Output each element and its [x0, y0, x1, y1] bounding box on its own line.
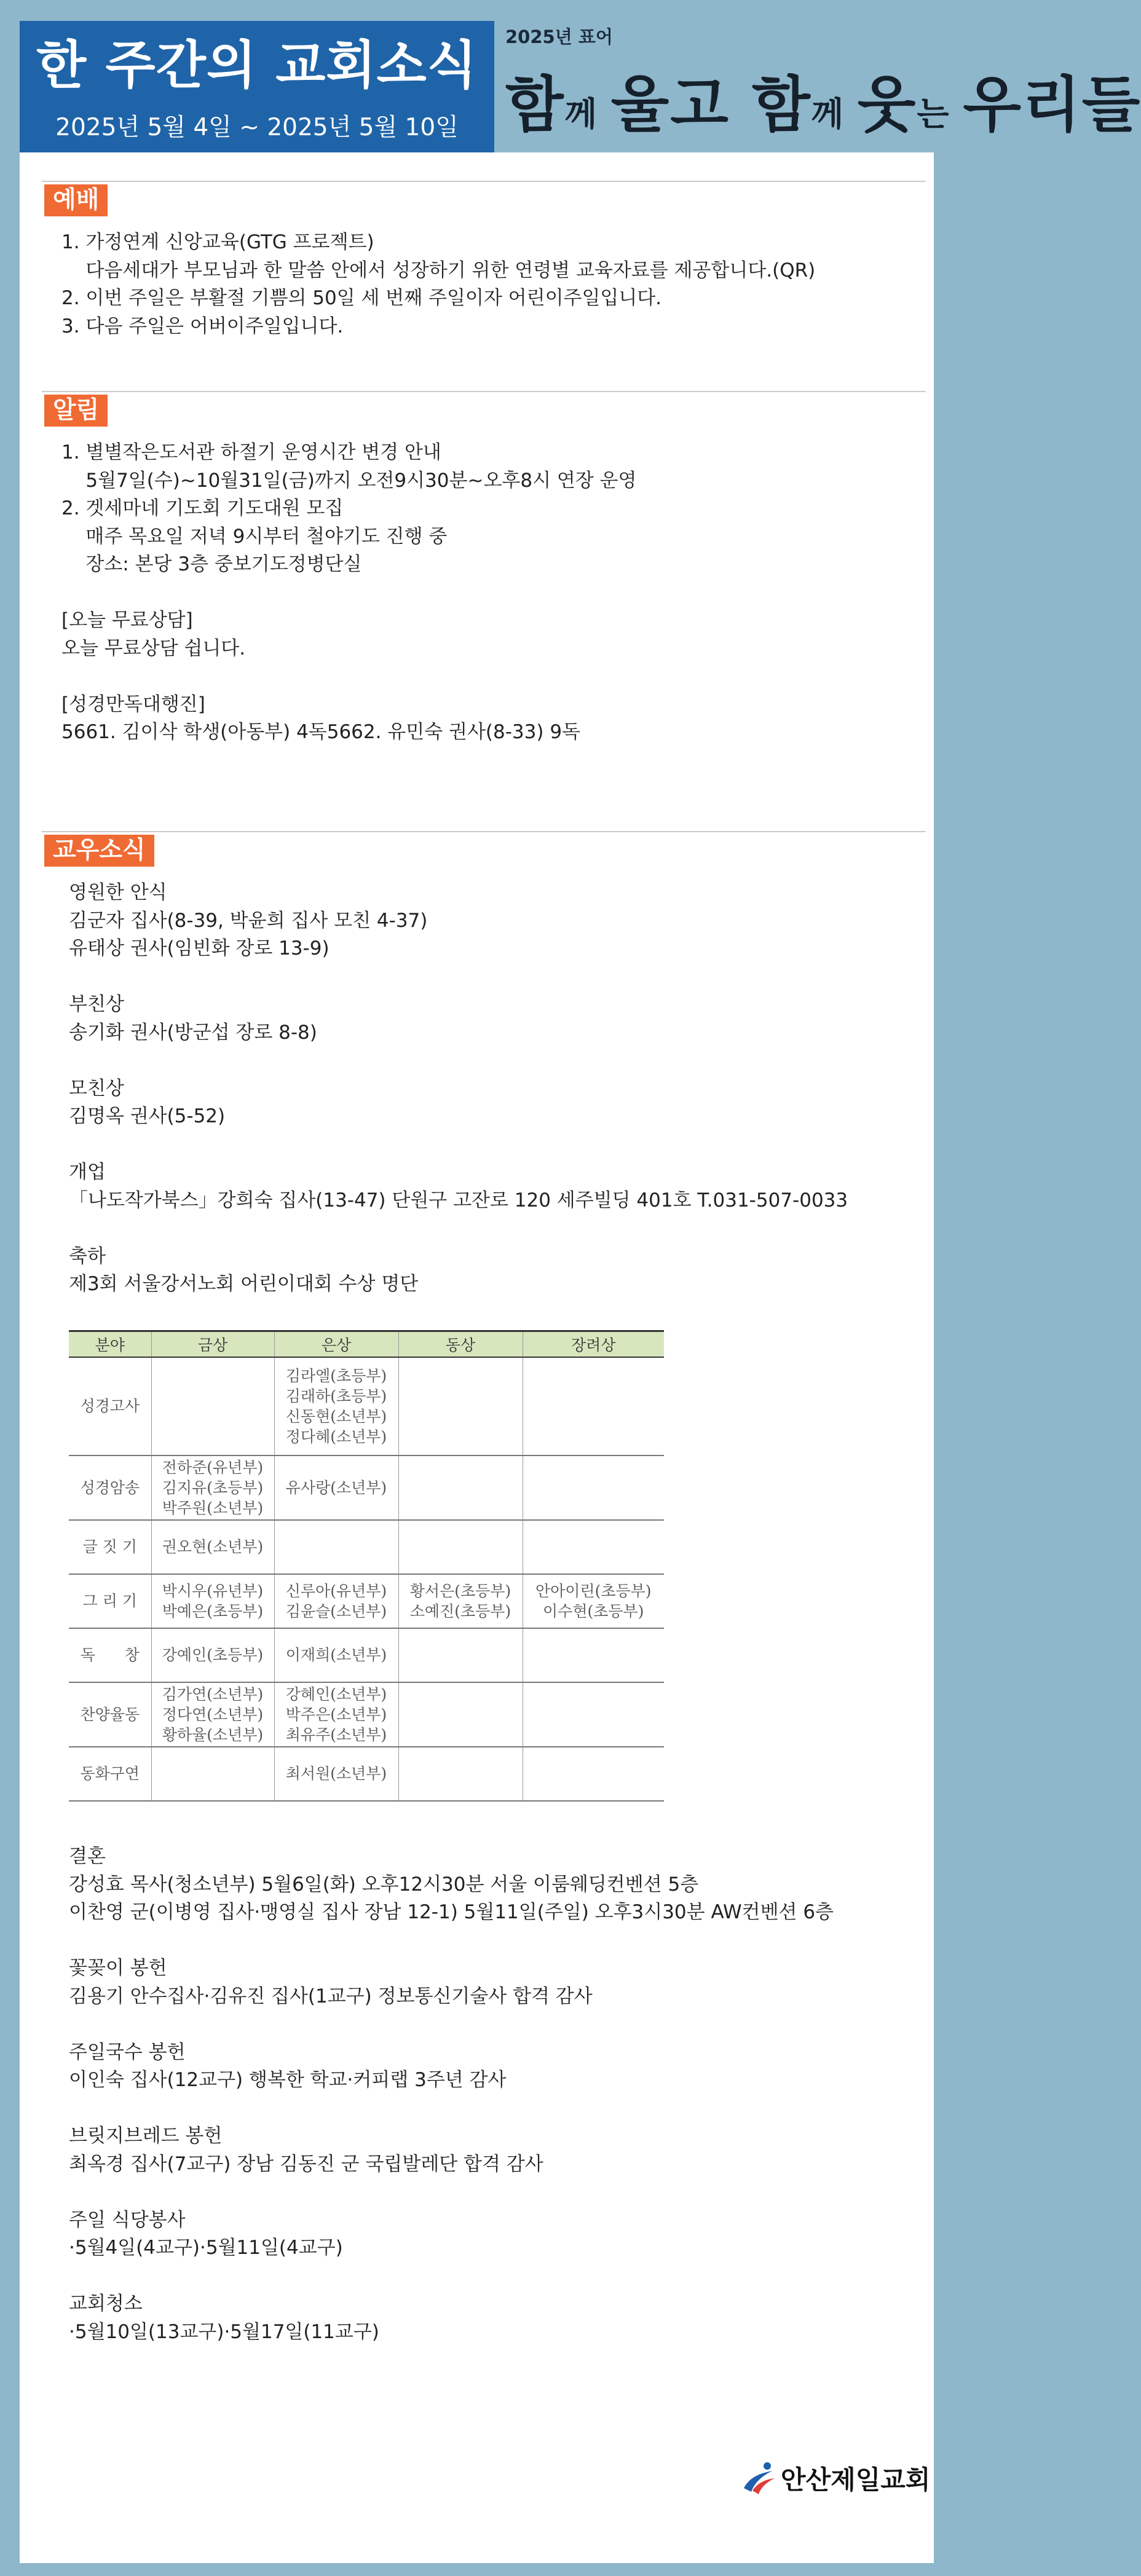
date-range: 2025년 5월 4일 ~ 2025년 5월 10일	[55, 114, 459, 141]
slogan-part: 께	[564, 94, 611, 133]
table-cell	[398, 1628, 523, 1682]
table-cell: 황서은(초등부) 소예진(초등부)	[398, 1574, 523, 1628]
content-panel	[20, 152, 934, 2563]
awards-table	[69, 1330, 664, 1802]
table-cell	[523, 1520, 664, 1574]
table-cell: 동화구연	[69, 1747, 151, 1801]
section-divider	[42, 181, 926, 182]
table-cell: 신루아(유년부) 김윤슬(소년부)	[274, 1574, 398, 1628]
notice-text: 1. 별별작은도서관 하절기 운영시간 변경 안내 5월7일(수)~10월31일(금)까지 오전9시30분~오후8시 연장 운영 2. 겟세마네 기도회 기도대원 모집 매주 목요일 저녁 9시부터 철야기도 진행 중 장소: 본당 3층 중보기도정병단실 [오늘 무료상담] 오늘 무료상담 쉽니다. [성경만독대행진] 5661. 김이삭 학생(아동부) 4독5662. 유민숙 권사(8-33) 9독	[61, 441, 637, 743]
table-header: 금상	[151, 1331, 274, 1357]
table-cell	[523, 1628, 664, 1682]
table-cell: 성경암송	[69, 1455, 151, 1520]
church-logo-icon	[740, 2460, 777, 2497]
members-text-bottom: 결혼 강성효 목사(청소년부) 5월6일(화) 오후12시30분 서울 이룸웨딩컨벤션 5층 이찬영 군(이병영 집사·맹영실 집사 장남 12-1) 5월11일(주일) 오후3시30분 AW컨벤션 6층 꽃꽂이 봉헌 김용기 안수집사·김유진 집사(1교구) 정보통신기술사 합격 감사 주일국수 봉헌 이인숙 집사(12교구) 행복한 학교·커피랩 3주년 감사 브릿지브레드 봉헌 최옥경 집사(7교구) 장남 김동진 군 국립발레단 합격 감사 주일 식당봉사 ·5월4일(4교구)·5월11일(4교구) 교회청소 ·5월10일(13교구)·5월17일(11교구)	[69, 1845, 834, 2343]
table-cell	[398, 1455, 523, 1520]
table-cell	[151, 1747, 274, 1801]
table-cell: 성경고사	[69, 1357, 151, 1455]
table-cell: 강예인(초등부)	[151, 1628, 274, 1682]
slogan-part: 우리들	[963, 69, 1141, 140]
table-cell: 최서원(소년부)	[274, 1747, 398, 1801]
table-cell	[398, 1520, 523, 1574]
page-title: 한 주간의 교회소식	[36, 35, 478, 95]
section-label-worship: 예배	[44, 184, 108, 216]
worship-text: 1. 가정연계 신앙교육(GTG 프로젝트) 다음세대가 부모님과 한 말씀 안에서 성장하기 위한 연령별 교육자료를 제공합니다.(QR) 2. 이번 주일은 부활절 기쁨의 50일 세 번째 주일이자 어린이주일입니다. 3. 다음 주일은 어버이주일입니다.	[61, 231, 816, 337]
table-row	[69, 1574, 664, 1628]
table-cell: 김라엘(초등부) 김래하(초등부) 신동현(소년부) 정다혜(소년부)	[274, 1357, 398, 1455]
table-row	[69, 1520, 664, 1574]
table-cell: 독 창	[69, 1628, 151, 1682]
section-divider	[42, 831, 926, 832]
table-cell: 김가연(소년부) 정다연(소년부) 황하율(소년부)	[151, 1682, 274, 1747]
members-text-top: 영원한 안식 김군자 집사(8-39, 박윤희 집사 모친 4-37) 유태상 권사(임빈화 장로 13-9) 부친상 송기화 권사(방군섭 장로 8-8) 모친상 김명옥 권사(5-52) 개업 「나도작가북스」강희숙 집사(13-47) 단원구 고잔로 120 세주빌딩 401호 T.031-507-0033 축하 제3회 서울강서노회 어린이대회 수상 명단	[69, 881, 848, 1295]
table-cell	[523, 1747, 664, 1801]
table-cell: 안아이린(초등부) 이수현(초등부)	[523, 1574, 664, 1628]
table-cell: 글 짓 기	[69, 1520, 151, 1574]
table-header: 은상	[274, 1331, 398, 1357]
slogan-part: 울고 함	[610, 69, 811, 140]
table-header: 장려상	[523, 1331, 664, 1357]
slogan-part: 함	[505, 69, 565, 140]
table-header-row	[69, 1331, 664, 1357]
table-cell	[398, 1682, 523, 1747]
section-label-members: 교우소식	[44, 835, 154, 867]
table-cell	[398, 1747, 523, 1801]
title-box	[20, 21, 494, 152]
section-label-notice: 알림	[44, 395, 108, 427]
table-cell: 전하준(유년부) 김지유(초등부) 박주원(소년부)	[151, 1455, 274, 1520]
table-row	[69, 1682, 664, 1747]
section-divider	[42, 391, 926, 392]
table-row	[69, 1455, 664, 1520]
slogan-part: 웃	[857, 69, 917, 140]
year-slogan	[505, 57, 1141, 143]
table-row	[69, 1357, 664, 1455]
table-cell	[523, 1682, 664, 1747]
table-cell	[523, 1357, 664, 1455]
table-cell: 유사랑(소년부)	[274, 1455, 398, 1520]
table-cell	[151, 1357, 274, 1455]
table-cell: 박시우(유년부) 박예은(초등부)	[151, 1574, 274, 1628]
table-cell: 찬양율동	[69, 1682, 151, 1747]
table-header: 동상	[398, 1331, 523, 1357]
table-row	[69, 1747, 664, 1801]
table-header: 분야	[69, 1331, 151, 1357]
table-cell	[523, 1455, 664, 1520]
table-cell	[398, 1357, 523, 1455]
table-cell	[274, 1520, 398, 1574]
table-cell: 권오현(소년부)	[151, 1520, 274, 1574]
slogan-part: 께	[811, 94, 858, 133]
header	[0, 0, 1141, 152]
slogan-part: 는	[917, 94, 963, 133]
table-row	[69, 1628, 664, 1682]
church-logo	[740, 2460, 930, 2497]
table-cell: 그 리 기	[69, 1574, 151, 1628]
table-cell: 이재희(소년부)	[274, 1628, 398, 1682]
church-name: 안산제일교회	[781, 2465, 931, 2495]
table-cell: 강혜인(소년부) 박주은(소년부) 최유주(소년부)	[274, 1682, 398, 1747]
year-theme-label: 2025년 표어	[505, 26, 613, 47]
